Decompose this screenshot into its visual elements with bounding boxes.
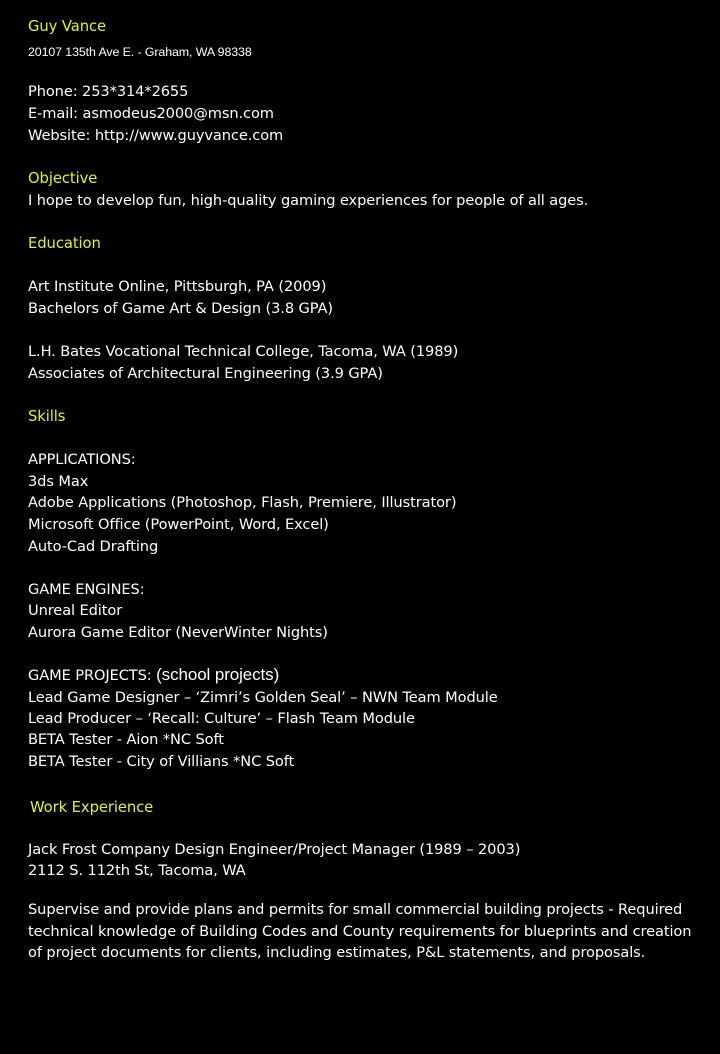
skill-item: Adobe Applications (Photoshop, Flash, Premiere, Illustrator) [28, 494, 457, 511]
projects-label-line [28, 666, 279, 685]
objective-text: I hope to develop fun, high-quality gaming experiences for people of all ages. [28, 192, 589, 209]
education-degree: Associates of Architectural Engineering (3.9 GPA) [28, 365, 383, 382]
project-item: BETA Tester - Aion *NC Soft [28, 731, 224, 748]
education-school: Art Institute Online, Pittsburgh, PA (2009) [28, 278, 327, 295]
applicant-address: 20107 135th Ave E. - Graham, WA 98338 [28, 45, 252, 59]
applicant-email: E-mail: asmodeus2000@msn.com [28, 105, 274, 122]
engines-label: GAME ENGINES: [28, 581, 145, 598]
projects-note: (school projects) [156, 665, 280, 684]
work-company-line: Jack Frost Company Design Engineer/Project Manager (1989 – 2003) [28, 841, 521, 858]
applicant-phone: Phone: 253*314*2655 [28, 83, 189, 100]
project-item: Lead Producer – ‘Recall: Culture’ – Flash Team Module [28, 710, 415, 727]
work-heading: Work Experience [30, 799, 154, 816]
engine-item: Aurora Game Editor (NeverWinter Nights) [28, 624, 328, 641]
education-heading: Education [28, 235, 101, 252]
applications-label: APPLICATIONS: [28, 451, 136, 468]
work-address: 2112 S. 112th St, Tacoma, WA [28, 862, 246, 879]
project-item: Lead Game Designer – ‘Zimri’s Golden Seal’ – NWN Team Module [28, 689, 498, 706]
skill-item: 3ds Max [28, 473, 89, 490]
skills-heading: Skills [28, 408, 66, 425]
projects-label: GAME PROJECTS: [28, 667, 157, 684]
project-item: BETA Tester - City of Villians *NC Soft [28, 753, 295, 770]
education-degree: Bachelors of Game Art & Design (3.8 GPA) [28, 300, 334, 317]
applicant-name: Guy Vance [28, 18, 107, 35]
objective-heading: Objective [28, 170, 98, 187]
skill-item: Microsoft Office (PowerPoint, Word, Excel) [28, 516, 329, 533]
engine-item: Unreal Editor [28, 602, 123, 619]
work-description: Supervise and provide plans and permits for small commercial building projects - Required technical knowledge of Building Codes and County requirements for blueprints and creation of project documents for clients, including estimates, P&L statements, and proposals. [28, 901, 692, 961]
skill-item: Auto-Cad Drafting [28, 538, 159, 555]
applicant-website: Website: http://www.guyvance.com [28, 127, 284, 144]
education-school: L.H. Bates Vocational Technical College, Tacoma, WA (1989) [28, 343, 459, 360]
